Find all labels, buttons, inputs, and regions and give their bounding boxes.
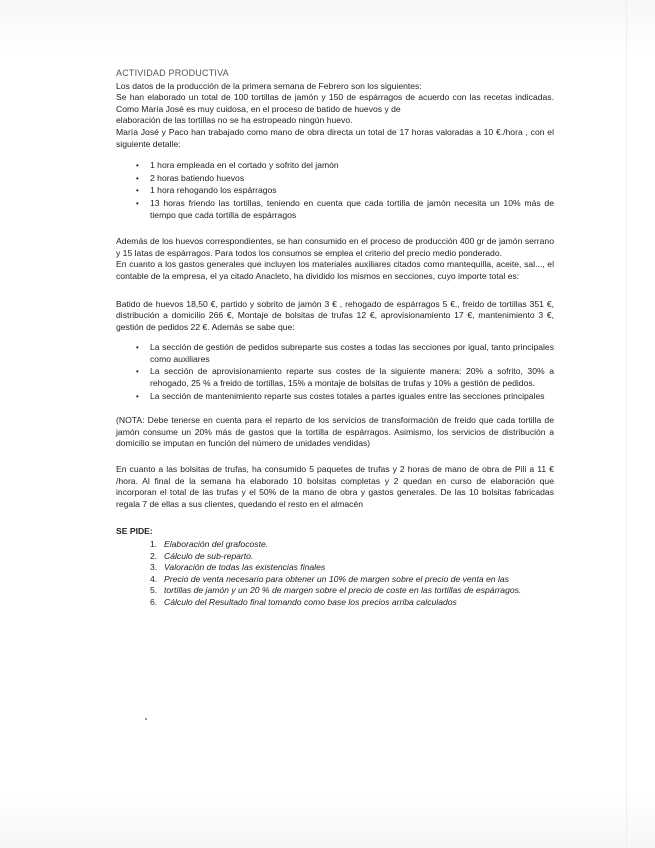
sections-list (116, 342, 554, 402)
intro-line-2: Se han elaborado un total de 100 tortillas de jamón y 150 de espárragos de acuerdo con las recetas indicadas. Como María José es muy cuidosa, en el proceso de batido de huevos y de (116, 92, 554, 114)
se-pide-title: SE PIDE: (116, 526, 153, 537)
trufas-paragraph: En cuanto a las bolsitas de trufas, ha consumido 5 paquetes de trufas y 2 horas de mano de obra de Pili a 11 € /hora. Al final de la semana ha elaborado 10 bolsitas completas y 2 quedan en curso de elaboración que incorporan el total de las trufas y el 50% de la mano de obra y gastos generales. De las 10 bolsitas fabricadas regala 7 de ellas a sus clientes, quedando el resto en el almacén (116, 464, 554, 509)
spacer (116, 222, 554, 236)
bullet-icon: • (136, 367, 139, 377)
costs-paragraph: Batido de huevos 18,50 €, partido y sobrito de jamón 3 € , rehogado de espárragos 5 €., freido de tortillas 351 €, distribución a domicilio 266 €, Montaje de bolsitas de trufas 12 €, aprovisionamiento 17 €, mantenimiento 3 €, gestión de pedidos 22 €. Además se sabe que: (116, 298, 554, 332)
list-item: • La sección de mantenimiento reparte sus costes totales a partes iguales entre las secciones principales (136, 390, 545, 401)
nota-paragraph: (NOTA: Debe tenerse en cuenta para el reparto de los servicios de transformación de freido que cada tortilla de jamón consume un 20% más de gastos que la tortilla de espárragos. Asimismo, los servicios de distribución a domicilio se imputan en función del número de unidades vendidas) (116, 415, 554, 449)
list-item: 3. Valoración de todas las existencias finales (150, 562, 326, 573)
list-item: 5. tortillas de jamón y un 20 % de margen sobre el precio de coste en las tortillas de espárragos. (150, 585, 522, 596)
scan-edge-shadow (626, 0, 627, 848)
list-item: • 13 horas friendo las tortillas, teniendo en cuenta que cada tortilla de jamón necesita un 10% más de tiempo que cada tortilla de espárragos (136, 197, 554, 220)
task-list (116, 539, 554, 609)
section-title: ACTIVIDAD PRODUCTIVA (116, 68, 229, 78)
list-item: 4. Precio de venta necesario para obtener un 10% de margen sobre el precio de venta en las (150, 573, 509, 584)
labor-list (116, 160, 554, 221)
spacer (116, 283, 554, 299)
list-item: 1. Elaboración del grafocoste. (150, 539, 269, 549)
list-item: • 1 hora empleada en el cortado y sofrito del jamón (136, 160, 339, 171)
document-body (116, 68, 554, 609)
spacer (116, 510, 554, 524)
bullet-icon: • (136, 198, 139, 208)
list-item: • La sección de gestión de pedidos subreparte sus costes a todas las secciones por igual, tanto principales como auxiliares (136, 342, 554, 364)
bullet-icon: • (136, 391, 139, 401)
list-item: 6. Cálculo del Resultado final tomando como base los precios arriba calculados (150, 596, 457, 607)
list-item: • 2 horas batiendo huevos (136, 172, 245, 183)
consumption-paragraph-1: Además de los huevos correspondientes, se han consumido en el proceso de producción 400 gr de jamón serrano y 15 latas de espárragos. Para todos los consumos se emplea el criterio del precio medio ponderado. (116, 236, 554, 258)
scan-speck (145, 718, 147, 720)
spacer (116, 403, 554, 415)
list-item: • 1 hora rehogando los espárragos (136, 185, 277, 196)
bullet-icon: • (136, 343, 139, 353)
list-item: 2. Cálculo de sub-reparto. (150, 550, 254, 561)
bullet-icon: • (136, 173, 139, 183)
intro-line-4: María José y Paco han trabajado como mano de obra directa un total de 17 horas valoradas a 10 €./hora , con el siguiente detalle: (116, 126, 554, 149)
bullet-icon: • (136, 161, 139, 171)
list-item: • La sección de aprovisionamiento reparte sus costes de la siguiente manera: 20% a sofrito, 30% a rehogado, 25 % a freido de tortillas, 15% a montaje de bolsitas de trufas y 10% a gestión de pedidos. (136, 366, 554, 389)
intro-line-3: elaboración de las tortillas no se ha estropeado ningún huevo. (116, 115, 353, 126)
bullet-icon: • (136, 186, 139, 196)
intro-line-1: Los datos de la producción de la primera semana de Febrero son los siguientes: (116, 80, 422, 91)
spacer (116, 450, 554, 464)
consumption-paragraph-2: En cuanto a los gastos generales que incluyen los materiales auxiliares citados como mantequilla, aceite, sal..., el contable de la empresa, el ya citado Anacleto, ha dividido los mismos en secciones, cuyo importe total es: (116, 259, 554, 281)
